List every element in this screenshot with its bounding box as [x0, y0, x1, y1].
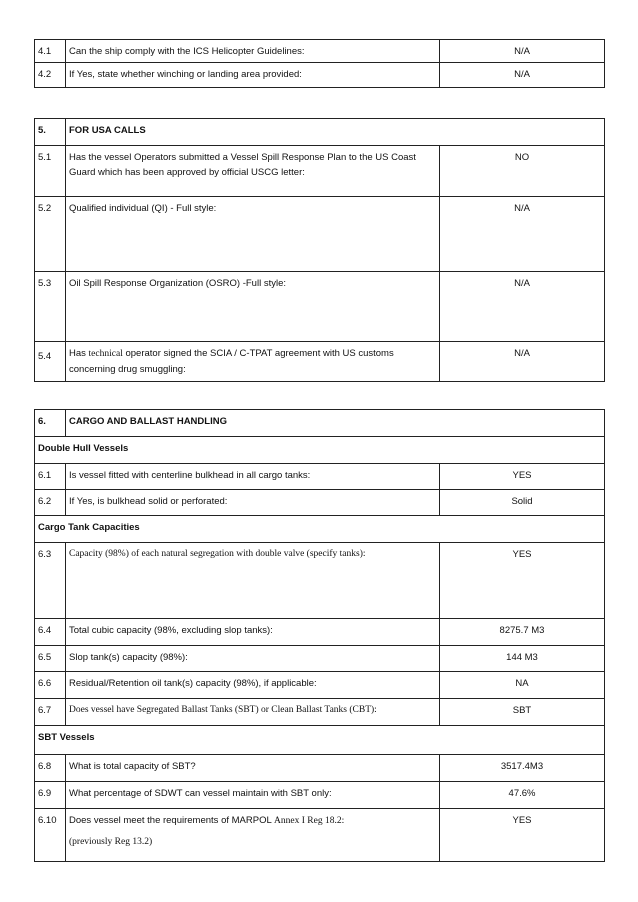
subheader-double-hull: Double Hull Vessels: [38, 443, 129, 454]
row-question: What percentage of SDWT can vessel maintain with SBT only:: [66, 782, 440, 808]
table-row: [34, 618, 605, 646]
row-answer: YES: [512, 549, 532, 560]
table-row: [34, 698, 605, 726]
row-question: What is total capacity of SBT?: [66, 755, 440, 781]
table-row: [34, 62, 605, 88]
row-number: 6.6: [35, 672, 66, 698]
section-header-row: [34, 118, 605, 146]
table-row: [34, 341, 605, 382]
row-answer: NO: [514, 152, 530, 163]
row-answer: 8275.7 M3: [499, 625, 545, 636]
row-question: Capacity (98%) of each natural segregation with double valve (specify tanks):: [66, 543, 440, 618]
row-number: 5.4: [35, 342, 66, 381]
row-number: 4.1: [35, 40, 66, 62]
row-answer: YES: [512, 815, 532, 826]
question-text-pre: Does vessel meet the requirements of MARPOL: [69, 815, 275, 826]
row-answer: NA: [515, 678, 529, 689]
subheader-row: [34, 515, 605, 543]
row-number: 5.1: [35, 146, 66, 196]
row-number: 6.9: [35, 782, 66, 808]
row-answer: N/A: [514, 46, 530, 57]
row-number: 6.8: [35, 755, 66, 781]
table-row: [34, 39, 605, 63]
table-row: [34, 808, 605, 862]
row-answer: N/A: [514, 69, 530, 80]
table-row: [34, 463, 605, 490]
row-answer: YES: [512, 470, 532, 481]
table-row: [34, 781, 605, 809]
subheader-sbt: SBT Vessels: [38, 732, 95, 743]
table-row: [34, 489, 605, 516]
table-row: [34, 145, 605, 197]
row-question: Has the vessel Operators submitted a Vessel Spill Response Plan to the US Coast Guard which has been approved by official USCG letter:: [66, 146, 440, 196]
section-header-row: [34, 409, 605, 437]
section-number: 5.: [35, 119, 66, 145]
row-number: 6.7: [35, 699, 66, 725]
question-text-post: operator signed the SCIA / C-TPAT agreement with US customs concerning drug smuggling:: [69, 348, 394, 375]
row-question: Oil Spill Response Organization (OSRO) -Full style:: [66, 272, 440, 341]
row-question: [66, 342, 440, 381]
row-answer: SBT: [512, 705, 532, 716]
row-number: 4.2: [35, 63, 66, 87]
row-question: Does vessel have Segregated Ballast Tanks (SBT) or Clean Ballast Tanks (CBT):: [66, 699, 440, 725]
row-number: 6.2: [35, 490, 66, 515]
question-text-reg: Annex I Reg 18.2:: [274, 816, 345, 826]
table-row: [34, 542, 605, 619]
table-row: [34, 271, 605, 342]
row-number: 6.4: [35, 619, 66, 645]
row-number: 5.2: [35, 197, 66, 271]
row-answer: N/A: [514, 278, 530, 289]
row-number: 6.1: [35, 464, 66, 489]
row-answer: Solid: [511, 496, 533, 507]
row-answer: 144 M3: [506, 652, 538, 663]
row-number: 6.10: [35, 809, 66, 861]
row-question: Is vessel fitted with centerline bulkhead in all cargo tanks:: [66, 464, 440, 489]
row-answer: N/A: [514, 348, 530, 359]
subheader-cargo-tank: Cargo Tank Capacities: [38, 522, 140, 533]
table-row: [34, 645, 605, 672]
row-number: 5.3: [35, 272, 66, 341]
section-title: FOR USA CALLS: [69, 125, 146, 136]
row-number: 6.5: [35, 646, 66, 671]
row-question: Total cubic capacity (98%, excluding slop tanks):: [66, 619, 440, 645]
row-answer: N/A: [514, 203, 530, 214]
section-title: CARGO AND BALLAST HANDLING: [69, 416, 227, 427]
row-question: Slop tank(s) capacity (98%):: [66, 646, 440, 671]
question-text-technical: technical: [88, 349, 123, 359]
row-question: Residual/Retention oil tank(s) capacity (98%), if applicable:: [66, 672, 440, 698]
row-answer: 47.6%: [508, 788, 536, 799]
subheader-row: [34, 725, 605, 755]
row-question: If Yes, is bulkhead solid or perforated:: [66, 490, 440, 515]
table-row: [34, 754, 605, 782]
row-question: If Yes, state whether winching or landing area provided:: [66, 63, 440, 87]
row-question: Qualified individual (QI) - Full style:: [66, 197, 440, 271]
subheader-row: [34, 436, 605, 464]
section-number: 6.: [35, 410, 66, 436]
row-question: Can the ship comply with the ICS Helicopter Guidelines:: [66, 40, 440, 62]
question-note: (previously Reg 13.2): [69, 837, 153, 847]
table-row: [34, 196, 605, 272]
question-text-pre: Has: [69, 348, 89, 359]
row-question: [66, 809, 440, 861]
row-number: 6.3: [35, 543, 66, 618]
table-row: [34, 671, 605, 699]
row-answer: 3517.4M3: [500, 761, 544, 772]
